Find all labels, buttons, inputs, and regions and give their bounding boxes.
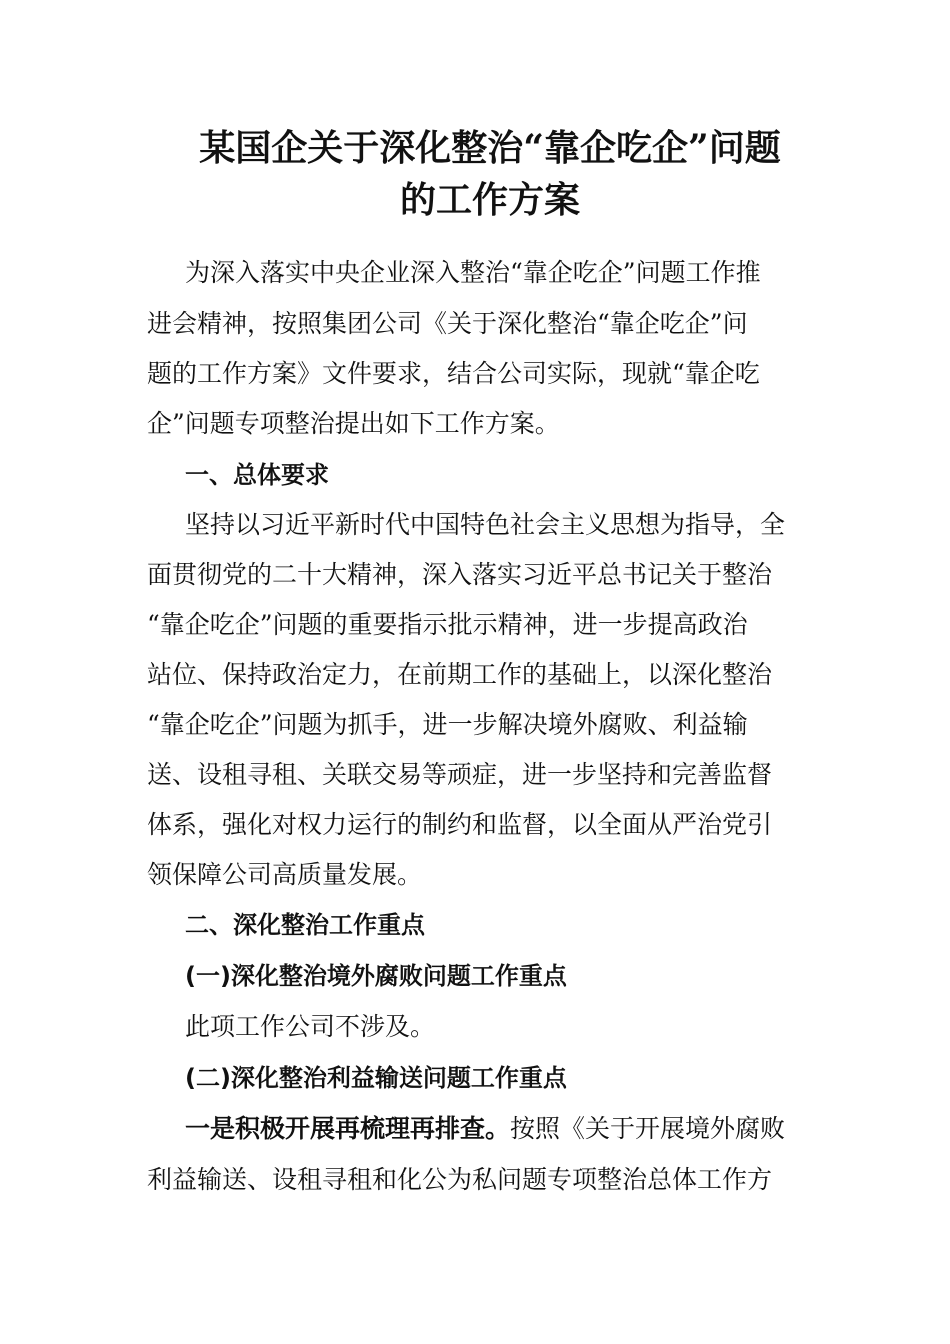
section-heading-general-requirements: 一、总体要求 — [185, 461, 329, 489]
section1-paragraph-line: 送、设租寻租、关联交易等顽症，进一步坚持和完善监督 — [147, 760, 773, 789]
item-paragraph-line: 利益输送、设租寻租和化公为私问题专项整治总体工作方 — [147, 1165, 773, 1194]
document-title-line-2: 的工作方案 — [399, 179, 580, 221]
item-paragraph-line — [185, 1113, 807, 1145]
item-lead-text: 一是积极开展再梳理再排查。 — [185, 1114, 511, 1143]
intro-paragraph-line: 企”问题专项整治提出如下工作方案。 — [147, 409, 560, 438]
section1-paragraph-line: “靠企吃企”问题的重要指示批示精神，进一步提高政治 — [147, 610, 748, 639]
section1-paragraph-line: 坚持以习近平新时代中国特色社会主义思想为指导，全 — [185, 510, 786, 539]
section1-paragraph-line: 站位、保持政治定力，在前期工作的基础上，以深化整治 — [147, 660, 773, 689]
section1-paragraph-line: 领保障公司高质量发展。 — [147, 860, 423, 889]
item-body-text: 按照《关于开展境外腐败 — [510, 1114, 786, 1143]
subsection-paragraph-line: 此项工作公司不涉及。 — [185, 1012, 436, 1041]
document-title-line-1: 某国企关于深化整治“靠企吃企”问题 — [199, 127, 781, 169]
subsection-heading-overseas-corruption: (一)深化整治境外腐败问题工作重点 — [185, 962, 567, 990]
intro-paragraph-line: 进会精神，按照集团公司《关于深化整治“靠企吃企”问 — [147, 309, 748, 338]
section1-paragraph-line: 体系，强化对权力运行的制约和监督，以全面从严治党引 — [147, 810, 773, 839]
intro-paragraph-line: 为深入落实中央企业深入整治“靠企吃企”问题工作推 — [185, 258, 761, 287]
section-heading-key-points: 二、深化整治工作重点 — [185, 911, 425, 939]
subsection-heading-benefit-transfer: (二)深化整治利益输送问题工作重点 — [185, 1064, 567, 1092]
section1-paragraph-line: 面贯彻党的二十大精神，深入落实习近平总书记关于整治 — [147, 560, 773, 589]
intro-paragraph-line: 题的工作方案》文件要求，结合公司实际，现就“靠企吃 — [147, 359, 760, 388]
section1-paragraph-line: “靠企吃企”问题为抓手，进一步解决境外腐败、利益输 — [147, 710, 748, 739]
